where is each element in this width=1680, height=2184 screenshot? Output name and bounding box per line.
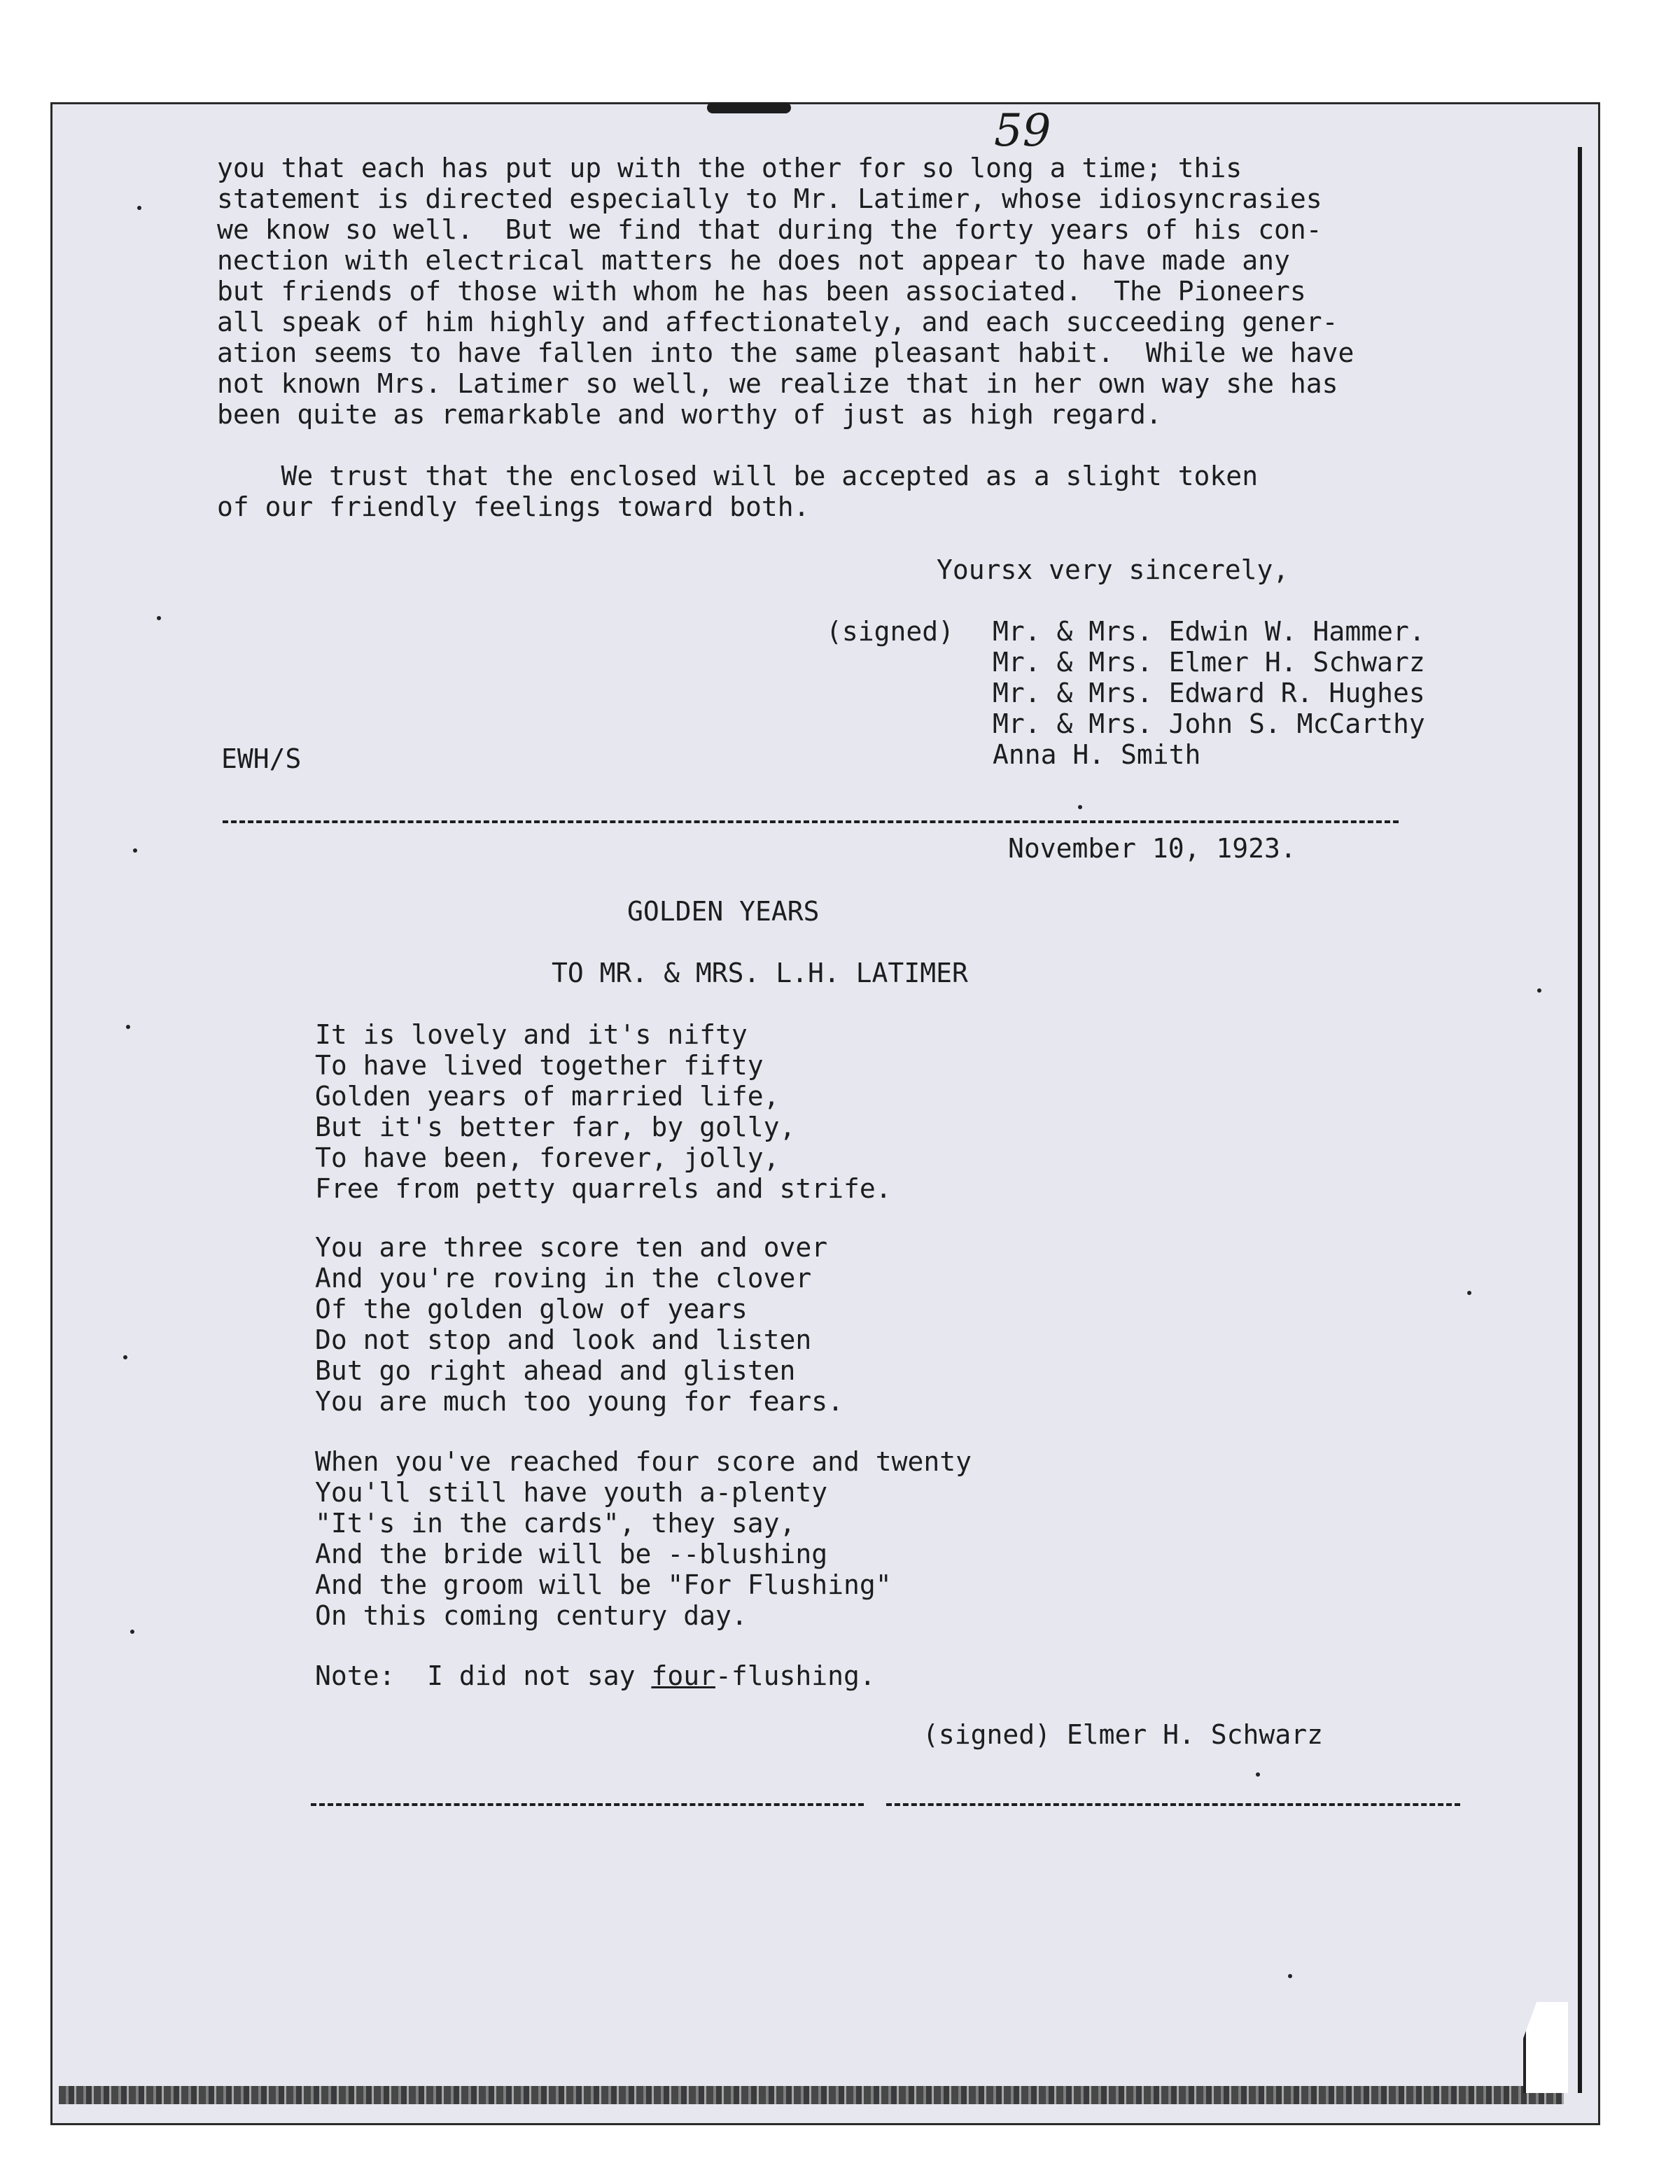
ink-speck: [133, 848, 137, 853]
ink-speck: [130, 1630, 134, 1634]
note-underlined-word: four: [651, 1660, 715, 1691]
letter-paragraph-1: you that each has put up with the other for so long a time; this statement is directed especially to Mr. Latimer, whose idiosyncrasies we know so well. But we find that during the forty years of his con- nection with electrical matters he does not appear to have made any but friends of those with whom he has been associated. The Pioneers all speak of him highly and affectionately, and each succeeding gener- ation seems to have fallen into the same pleasant habit. While we have not known Mrs. Latimer so well, we realize that in her own way she has been quite as remarkable and worthy of just as high regard.: [217, 153, 1354, 430]
ink-speck: [137, 206, 141, 210]
poem-title: GOLDEN YEARS: [627, 896, 820, 927]
ink-speck: [1078, 805, 1082, 809]
page-bottom-edge: [59, 2086, 1564, 2104]
note-suffix: -flushing.: [715, 1660, 876, 1691]
signer-list: Mr. & Mrs. Edwin W. Hammer. Mr. & Mrs. Elmer H. Schwarz Mr. & Mrs. Edward R. Hughes Mr. & Mrs. John S. McCarthy Anna H. Smith: [993, 616, 1425, 770]
poem-stanza-3: When you've reached four score and twenty You'll still have youth a-plenty "It's in the cards", they say, And the bride will be --blushing And the groom will be "For Flushing" On this coming century day.: [315, 1446, 972, 1631]
ink-speck: [1537, 988, 1541, 993]
ink-speck: [157, 616, 161, 620]
poem-note: [315, 1660, 876, 1691]
closing-divider-left: [311, 1803, 864, 1806]
poem-stanza-1: It is lovely and it's nifty To have lived together fifty Golden years of married life, But it's better far, by golly, To have been, forever, jolly, Free from petty quarrels and strife.: [315, 1019, 892, 1204]
ink-speck: [1256, 1772, 1260, 1777]
ink-mark: [707, 102, 791, 113]
ink-speck: [1467, 1291, 1471, 1295]
poem-stanza-2: You are three score ten and over And you're roving in the clover Of the golden glow of years Do not stop and look and listen But go right ahead and glisten You are much too young for fears.: [315, 1232, 844, 1417]
page-number: 59: [994, 105, 1051, 157]
letter-closing: Yoursx very sincerely,: [937, 554, 1289, 585]
letter-paragraph-2: We trust that the enclosed will be accepted as a slight token of our friendly feelings toward both.: [217, 461, 1259, 522]
ink-speck: [126, 1025, 130, 1029]
ink-speck: [123, 1355, 127, 1359]
note-prefix: Note: I did not say: [315, 1660, 652, 1691]
poem-date: November 10, 1923.: [1008, 833, 1296, 864]
closing-divider-right: [886, 1803, 1460, 1806]
page-edge-shadow: [1578, 147, 1582, 2093]
poem-dedication: TO MR. & MRS. L.H. LATIMER: [552, 958, 968, 988]
typist-initials: EWH/S: [221, 743, 302, 774]
poem-signature: (signed) Elmer H. Schwarz: [923, 1719, 1323, 1750]
section-divider: [223, 820, 1399, 823]
signed-label: (signed): [826, 616, 955, 647]
ink-speck: [1288, 1974, 1292, 1978]
